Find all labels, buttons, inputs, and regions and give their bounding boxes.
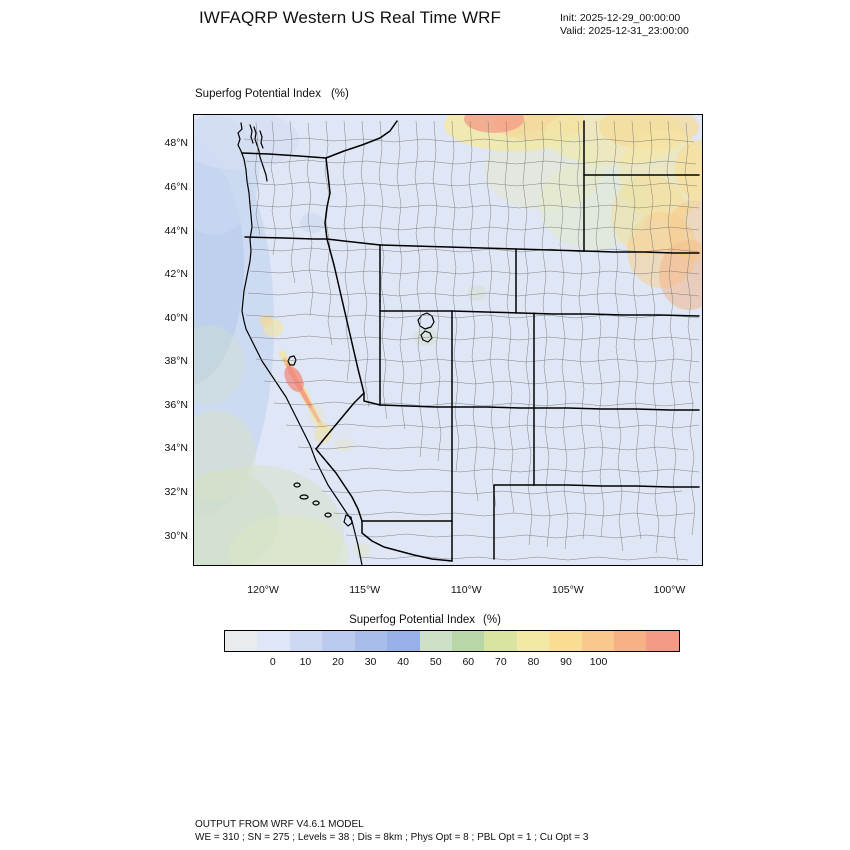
colorbar-cell [517,631,549,651]
plot-title-text: Superfog Potential Index [195,88,321,100]
colorbar-cell [257,631,289,651]
colorbar-tick-label: 80 [527,656,540,668]
colorbar-tick-label: 20 [332,656,344,668]
footer-line-2: WE = 310 ; SN = 275 ; Levels = 38 ; Dis = 8km ; Phys Opt = 8 ; PBL Opt = 1 ; Cu Opt = 3 [195,832,589,843]
map-canvas [194,115,702,565]
colorbar-ticks [224,656,680,674]
lon-tick-label: 110°W [450,584,482,596]
lat-tick-label: 40°N [164,311,188,324]
lon-tick-label: 120°W [247,584,279,596]
plot-title [195,88,349,100]
map-panel[interactable] [193,114,703,566]
colorbar-cell [484,631,516,651]
valid-time: Valid: 2025-12-31_23:00:00 [560,25,689,37]
colorbar-cell [290,631,322,651]
lat-tick-label: 46°N [164,180,188,193]
lon-tick-label: 115°W [349,584,381,596]
lat-tick-label: 32°N [164,485,188,498]
lat-tick-label: 30°N [164,529,188,542]
colorbar-tick-label: 70 [495,656,507,668]
init-time: Init: 2025-12-29_00:00:00 [560,12,681,24]
colorbar-tick-label: 100 [589,656,608,668]
colorbar-tick-label: 60 [462,656,475,668]
colorbar-cell [322,631,354,651]
colorbar[interactable] [224,630,680,652]
colorbar-cell [452,631,484,651]
lat-tick-label: 36°N [164,398,188,411]
colorbar-cell [387,631,419,651]
colorbar-tick-label: 90 [560,656,572,668]
colorbar-title [0,614,850,626]
plot-title-units: (%) [330,88,349,100]
colorbar-cell [420,631,452,651]
colorbar-tick-label: 10 [299,656,312,668]
colorbar-tick-label: 40 [397,656,409,668]
lat-tick-label: 48°N [164,137,188,150]
latitude-axis [138,114,188,566]
footer [195,818,588,844]
colorbar-cell [355,631,387,651]
lat-tick-label: 34°N [164,442,188,455]
colorbar-tick-label: 30 [364,656,377,668]
lon-tick-label: 100°W [653,584,686,596]
page-title: IWFAQRP Western US Real Time WRF [198,8,501,27]
lon-tick-label: 105°W [552,584,584,596]
colorbar-tick-label: 50 [429,656,442,668]
lat-tick-label: 38°N [164,355,188,368]
colorbar-cell [614,631,646,651]
longitude-axis [193,584,703,600]
lat-tick-label: 42°N [164,268,188,281]
colorbar-cell [646,631,678,651]
colorbar-cell [225,631,257,651]
map-svg [194,115,703,566]
colorbar-title-units: (%) [483,614,501,626]
footer-line-1: OUTPUT FROM WRF V4.6.1 MODEL [195,819,364,830]
colorbar-title-text: Superfog Potential Index [349,614,476,626]
lat-tick-label: 44°N [164,224,188,237]
model-time-block [560,12,689,38]
colorbar-cell [582,631,614,651]
colorbar-tick-label: 0 [269,656,276,668]
colorbar-cell [549,631,581,651]
